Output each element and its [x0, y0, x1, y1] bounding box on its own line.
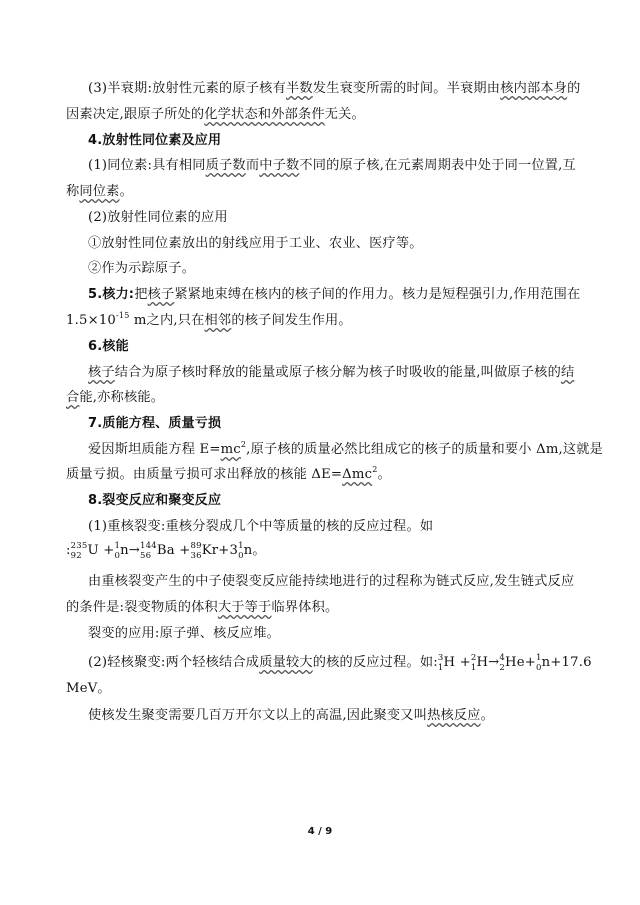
fusion-line-2: MeV。 — [66, 681, 111, 696]
mass-energy-line-2: 质量亏损。由质量亏损可求出释放的核能 ΔE=Δmc$^2$。 — [66, 465, 391, 482]
isotope-application-1: ①放射性同位素放出的射线应用于工业、农业、医疗等。 — [88, 236, 423, 251]
isotope-application-2: ②作为示踪原子。 — [88, 261, 196, 276]
half-life-line-2: 因素决定,跟原子所处的化学状态和外部条件无关。 — [66, 107, 365, 122]
nuclide-h2: 2 1 — [470, 652, 477, 673]
isotope-line-1: (1)同位素:具有相同质子数而中子数不同的原子核,在元素周期表中处于同一位置,互 — [88, 158, 576, 173]
nuclide-neutron-3: 1 0 — [536, 652, 542, 673]
fission-equation: : 235 92 U + 1 0 n→ 144 56 Ba + 89 36 Kr+3 1 0 n。 — [66, 540, 266, 561]
section-heading-8: 8.裂变反应和聚变反应 — [88, 493, 222, 508]
nuclide-ba144: 144 56 — [140, 540, 157, 561]
section-heading-4: 4.放射性同位素及应用 — [88, 133, 222, 148]
nuclear-force-line-1: 5.核力:把核子紧紧地束缚在核内的核子间的作用力。核力是短程强引力,作用范围在 — [88, 287, 581, 302]
nuclear-force-line-2: $1.5\times 10^{-15}$ m之内,只在相邻的核子间发生作用。 — [66, 311, 352, 328]
nuclide-kr89: 89 36 — [190, 540, 202, 561]
nuclear-energy-line-2: 合能,亦称核能。 — [66, 390, 165, 405]
isotope-application-title: (2)放射性同位素的应用 — [88, 210, 228, 225]
nuclear-energy-line-1: 核子结合为原子核时释放的能量或原子核分解为核子时吸收的能量,叫做原子核的结 — [88, 365, 575, 380]
nuclide-he4: 4 2 — [499, 652, 506, 673]
chain-reaction-line-1: 由重核裂变产生的中子使裂变反应能持续地进行的过程称为链式反应,发生链式反应 — [88, 574, 575, 589]
isotope-line-2: 称同位素。 — [66, 184, 133, 199]
mass-energy-line-1: 爱因斯坦质能方程 $E=mc^2$,原子核的质量必然比组成它的核子的质量和要小 Δm,这就是 — [88, 440, 604, 457]
chain-reaction-line-2: 的条件是:裂变物质的体积大于等于临界体积。 — [66, 600, 339, 615]
fusion-line-1: (2)轻核聚变:两个轻核结合成质量较大的核的反应过程。如: 3 1 H + 2 1 H→ 4 2 He+ 1 0 n+17.6 — [88, 652, 592, 673]
fission-line-1: (1)重核裂变:重核分裂成几个中等质量的核的反应过程。如 — [88, 519, 434, 534]
nuclide-h3: 3 1 — [437, 652, 444, 673]
fission-application: 裂变的应用:原子弹、核反应堆。 — [88, 626, 281, 641]
nuclide-neutron-2: 1 0 — [238, 540, 244, 561]
page-number: 4 / 9 — [307, 826, 333, 837]
nuclide-u235: 235 92 — [70, 540, 88, 561]
half-life-line-1: (3)半衰期:放射性元素的原子核有半数发生衰变所需的时间。半衰期由核内部本身的 — [88, 81, 581, 96]
section-heading-6: 6.核能 — [88, 339, 129, 354]
nuclide-neutron: 1 0 — [114, 540, 121, 561]
section-heading-7: 7.质能方程、质量亏损 — [88, 416, 222, 431]
thermonuclear-line: 使核发生聚变需要几百万开尔文以上的高温,因此聚变又叫热核反应。 — [88, 708, 495, 723]
